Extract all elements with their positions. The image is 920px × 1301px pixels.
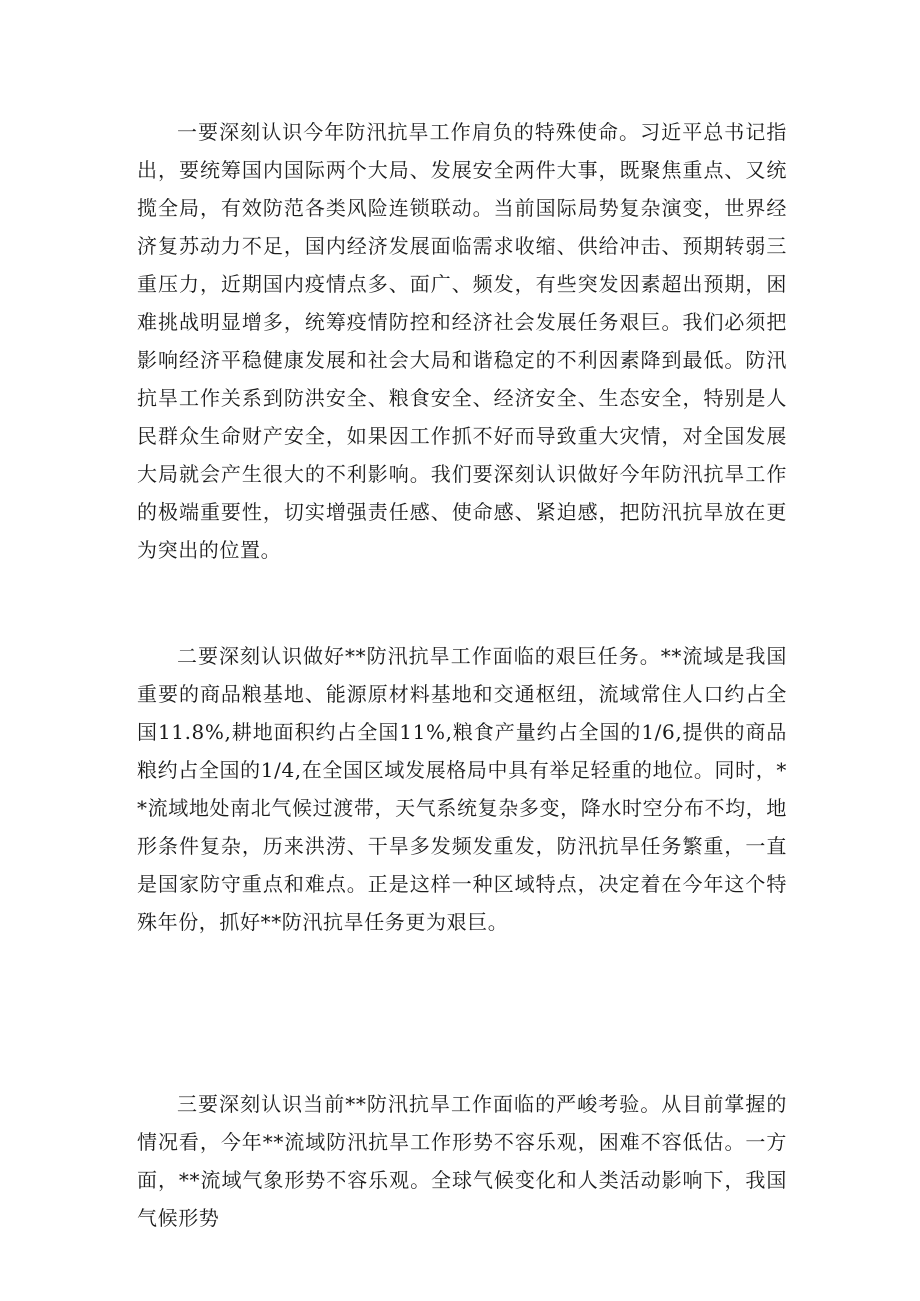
- paragraph-mission: 一要深刻认识今年防汛抗旱工作肩负的特殊使命。习近平总书记指出，要统筹国内国际两个大局、发展安全两件大事，既聚焦重点、又统揽全局，有效防范各类风险连锁联动。当前国际局势复杂演变，世界经济复苏动力不足，国内经济发展面临需求收缩、供给冲击、预期转弱三重压力，近期国内疫情点多、面广、频发，有些突发因素超出预期，困难挑战明显增多，统筹疫情防控和经济社会发展任务艰巨。我们必须把影响经济平稳健康发展和社会大局和谐稳定的不利因素降到最低。防汛抗旱工作关系到防洪安全、粮食安全、经济安全、生态安全，特别是人民群众生命财产安全，如果因工作抓不好而导致重大灾情，对全国发展大局就会产生很大的不利影响。我们要深刻认识做好今年防汛抗旱工作的极端重要性，切实增强责任感、使命感、紧迫感，把防汛抗旱放在更为突出的位置。: [137, 120, 787, 562]
- paragraph-challenges: 三要深刻认识当前**防汛抗旱工作面临的严峻考验。从目前掌握的情况看，今年**流域防汛抗旱工作形势不容乐观，困难不容低估。一方面，**流域气象形势不容乐观。全球气候变化和人类活动影响下，我国气候形势: [137, 1092, 787, 1230]
- paragraph-tasks: 二要深刻认识做好**防汛抗旱工作面临的艰巨任务。**流域是我国重要的商品粮基地、能源原材料基地和交通枢纽，流域常住人口约占全国11.8%,耕地面积约占全国11%,粮食产量约占全国的1/6,提供的商品粮约占全国的1/4,在全国区域发展格局中具有举足轻重的地位。同时，**流域地处南北气候过渡带，天气系统复杂多变，降水时空分布不均，地形条件复杂，历来洪涝、干旱多发频发重发，防汛抗旱任务繁重，一直是国家防守重点和难点。正是这样一种区域特点，决定着在今年这个特殊年份，抓好**防汛抗旱任务更为艰巨。: [137, 644, 787, 934]
